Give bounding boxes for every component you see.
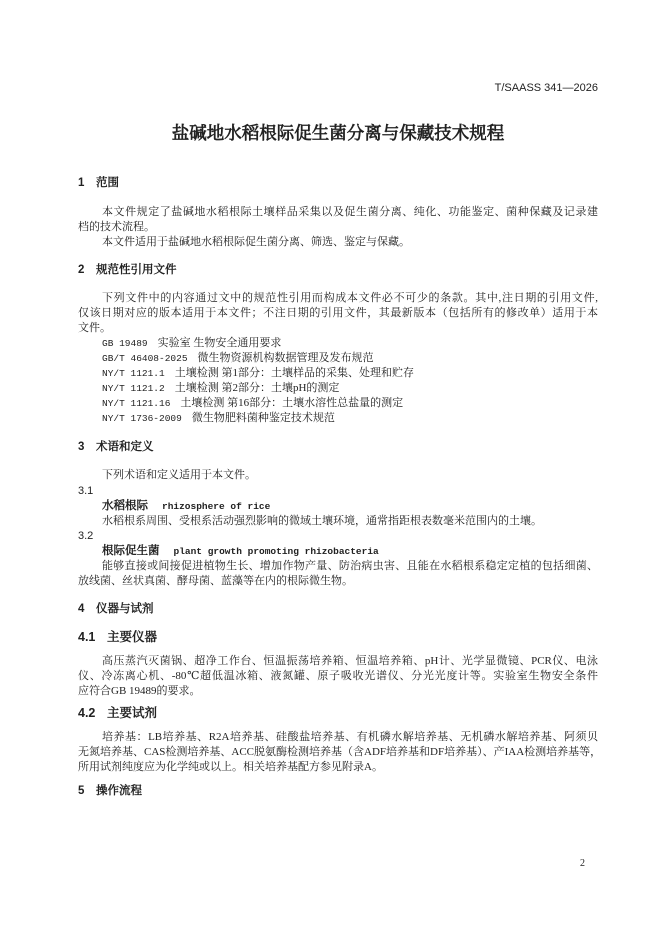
reference-code: GB/T 46408-2025: [102, 352, 188, 364]
reference-item: [78, 396, 598, 411]
section-2-heading: [78, 263, 177, 278]
paragraph-line: 无氮培养基、CAS检测培养基、ACC脱氨酶检测培养基（含ADF培养基和DF培养基）、产IAA检测培养基等，: [78, 745, 602, 758]
standard-code: T/SAASS 341—2026: [494, 82, 598, 94]
paragraph-line: 仪、冷冻离心机、-80℃超低温冰箱、液氮罐、原子吸收光谱仪、分光光度计等。实验室生物安全条件: [78, 669, 598, 682]
subsection-4-2-heading: [78, 706, 157, 721]
section-1-body: [78, 205, 598, 250]
section-number: 3: [78, 440, 85, 453]
section-title: 术语和定义: [96, 440, 154, 453]
reference-code: GB 19489: [102, 337, 148, 349]
section-number: 4: [78, 602, 85, 615]
paragraph-line: 下列术语和定义适用于本文件。: [102, 468, 256, 481]
subsection-4-1-heading: [78, 630, 157, 645]
section-3-terms: [78, 484, 598, 589]
reference-title: 土壤检测 第2部分：土壤pH的测定: [174, 381, 340, 394]
page-number: 2: [580, 858, 585, 869]
definition-line: 放线菌、丝状真菌、酵母菌、蓝藻等在内的根际微生物。: [78, 574, 353, 587]
reference-item: [78, 381, 598, 396]
reference-code: NY/T 1121.2: [102, 382, 165, 394]
subsection-number: 4.2: [78, 705, 96, 720]
section-2-body: [78, 291, 598, 426]
paragraph-line: 本文件适用于盐碱地水稻根际促生菌分离、筛选、鉴定与保藏。: [102, 235, 410, 248]
section-number: 5: [78, 784, 85, 797]
paragraph-line: 档的技术流程。: [78, 220, 155, 233]
subsection-4-1-body: [78, 654, 598, 699]
section-3-heading: [78, 440, 154, 455]
reference-code: NY/T 1121.16: [102, 397, 171, 409]
reference-code: NY/T 1736-2009: [102, 412, 182, 424]
subsection-title: 主要仪器: [107, 629, 158, 644]
section-title: 范围: [96, 176, 119, 189]
paragraph-line: 应符合GB 19489的要求。: [78, 684, 201, 697]
reference-title: 微生物资源机构数据管理及发布规范: [197, 351, 374, 364]
reference-item: [78, 351, 598, 366]
reference-item: [78, 336, 598, 351]
term-chinese: 水稻根际: [102, 499, 148, 512]
subsection-number: 4.1: [78, 629, 96, 644]
paragraph-line: 下列文件中的内容通过文中的规范性引用而构成本文件必不可少的条款。其中,注日期的引用文件,: [102, 291, 598, 304]
subsection-4-2-body: [78, 730, 602, 775]
reference-item: [78, 411, 598, 426]
term-number: 3.1: [78, 484, 94, 497]
reference-title: 土壤检测 第16部分：土壤水溶性总盐量的测定: [180, 396, 404, 409]
term-english: plant growth promoting rhizobacteria: [173, 545, 379, 557]
reference-title: 土壤检测 第1部分：土壤样品的采集、处理和贮存: [174, 366, 414, 379]
term-number: 3.2: [78, 529, 94, 542]
section-3-intro: [78, 468, 598, 483]
paragraph-line: 仅该日期对应的版本适用于本文件；不注日期的引用文件，其最新版本（包括所有的修改单）适用于本: [78, 306, 598, 319]
term-english: rhizosphere of rice: [162, 500, 271, 512]
paragraph-line: 培养基：LB培养基、R2A培养基、硅酸盐培养基、有机磷水解培养基、无机磷水解培养基、阿须贝: [102, 730, 598, 743]
section-title: 操作流程: [96, 784, 142, 797]
reference-title: 实验室 生物安全通用要求: [157, 336, 282, 349]
term-entry: [78, 499, 598, 514]
paragraph-line: 高压蒸汽灭菌锅、超净工作台、恒温振荡培养箱、恒温培养箱、pH计、光学显微镜、PCR仪、电泳: [102, 654, 598, 667]
section-title: 规范性引用文件: [96, 263, 177, 276]
paragraph-line: 文件。: [78, 321, 111, 334]
section-number: 1: [78, 176, 85, 189]
document-title: 盐碱地水稻根际促生菌分离与保藏技术规程: [171, 123, 505, 143]
section-number: 2: [78, 263, 85, 276]
section-1-heading: [78, 176, 119, 191]
definition-line: 水稻根系周围、受根系活动强烈影响的微域土壤环境，通常指距根表数毫米范围内的土壤。: [102, 514, 542, 527]
term-entry: [78, 544, 598, 559]
paragraph-line: 所用试剂纯度应为化学纯或以上。相关培养基配方参见附录A。: [78, 760, 383, 773]
reference-code: NY/T 1121.1: [102, 367, 165, 379]
reference-item: [78, 366, 598, 381]
section-4-heading: [78, 602, 154, 617]
paragraph-line: 本文件规定了盐碱地水稻根际土壤样品采集以及促生菌分离、纯化、功能鉴定、菌种保藏及记录建: [102, 205, 598, 218]
section-5-heading: [78, 784, 142, 799]
reference-title: 微生物肥料菌种鉴定技术规范: [191, 411, 335, 424]
section-title: 仪器与试剂: [96, 602, 154, 615]
term-chinese: 根际促生菌: [102, 544, 160, 557]
definition-line: 能够直接或间接促进植物生长、增加作物产量、防治病虫害、且能在水稻根系稳定定植的包括细菌、: [102, 559, 598, 572]
subsection-title: 主要试剂: [107, 705, 158, 720]
